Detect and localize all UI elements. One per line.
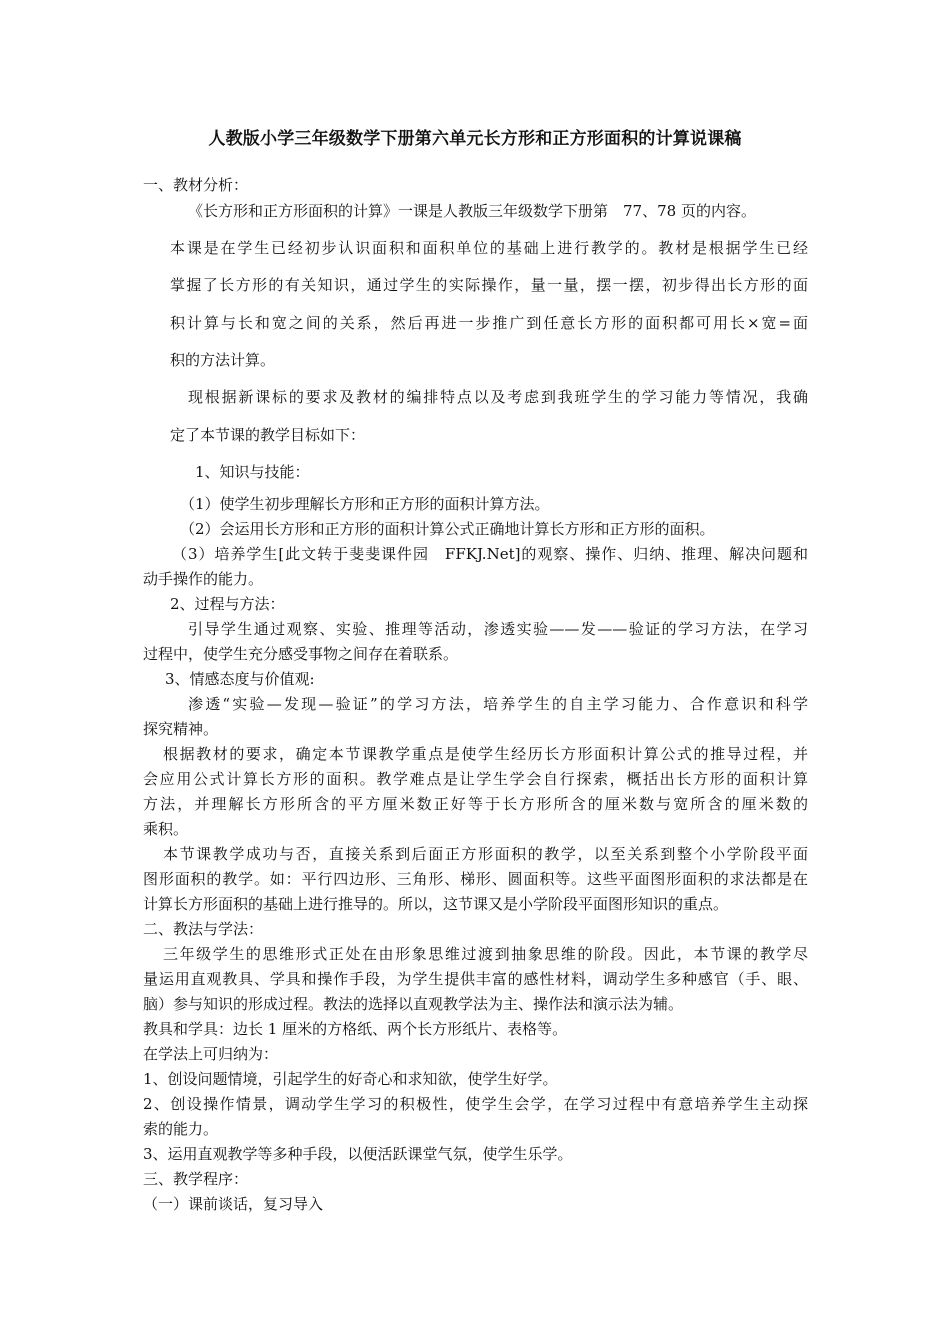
subheading: 1、知识与技能： [195, 463, 310, 481]
paragraph-line: 积计算与长和宽之间的关系，然后再进一步推广到任意长方形的面积都可用长×宽=面 [170, 314, 808, 332]
subheading: 2、过程与方法： [170, 595, 285, 613]
paragraph-line: 现根据新课标的要求及教材的编排特点以及考虑到我班学生的学习能力等情况，我确 [188, 388, 808, 406]
paragraph-line: 会应用公式计算长方形的面积。教学难点是让学生学会自行探索，概括出长方形的面积计算 [143, 770, 808, 788]
subheading: 3、情感态度与价值观: [165, 670, 315, 688]
section-heading-3: 三、教学程序： [143, 1170, 249, 1188]
subheading: （一）课前谈话，复习导入 [143, 1195, 324, 1213]
paragraph-line: 方法，并理解长方形所含的平方厘米数正好等于长方形所含的厘米数与宽所含的厘米数的 [143, 795, 808, 813]
paragraph-line: 脑）参与知识的形成过程。教法的选择以直观教学法为主、操作法和演示法为辅。 [143, 995, 684, 1013]
section-heading-2: 二、教法与学法： [143, 920, 264, 938]
list-item: 索的能力。 [143, 1120, 219, 1138]
paragraph-line: 在学法上可归纳为： [143, 1045, 279, 1063]
paragraph-line: 探究精神。 [143, 720, 219, 738]
list-item: （3）培养学生[此文转于斐斐课件园 FFKJ.Net]的观察、操作、归纳、推理、解决问题和 [172, 545, 808, 563]
paragraph-line: 量运用直观教具、学具和操作手段，为学生提供丰富的感性材料，调动学生多种感官（手、眼、 [143, 970, 808, 988]
list-item: 3、运用直观教学等多种手段，以便活跃课堂气氛，使学生乐学。 [143, 1145, 573, 1163]
paragraph-line: 教具和学具：边长 1 厘米的方格纸、两个长方形纸片、表格等。 [143, 1020, 568, 1038]
paragraph-line: 根据教材的要求，确定本节课教学重点是使学生经历长方形面积计算公式的推导过程，并 [163, 745, 808, 763]
section-heading-1: 一、教材分析： [143, 176, 249, 194]
paragraph-line: 《长方形和正方形面积的计算》一课是人教版三年级数学下册第 77、78 页的内容。 [188, 202, 756, 220]
paragraph-line: 积的方法计算。 [170, 351, 276, 369]
paragraph-line: 渗透“实验—发现—验证”的学习方法，培养学生的自主学习能力、合作意识和科学 [188, 695, 808, 713]
document-title: 人教版小学三年级数学下册第六单元长方形和正方形面积的计算说课稿 [208, 129, 742, 149]
paragraph-line: 掌握了长方形的有关知识，通过学生的实际操作，量一量，摆一摆，初步得出长方形的面 [170, 276, 808, 294]
paragraph-line: 过程中，使学生充分感受事物之间存在着联系。 [143, 645, 459, 663]
paragraph-line: 图形面积的教学。如：平行四边形、三角形、梯形、圆面积等。这些平面图形面积的求法都是在 [143, 870, 808, 888]
paragraph-line: 本节课教学成功与否，直接关系到后面正方形面积的教学，以至关系到整个小学阶段平面 [163, 845, 808, 863]
paragraph-line: 三年级学生的思维形式正处在由形象思维过渡到抽象思维的阶段。因此，本节课的教学尽 [163, 945, 808, 963]
paragraph-line: 动手操作的能力。 [143, 570, 264, 588]
paragraph-line: 计算长方形面积的基础上进行推导的。所以，这节课又是小学阶段平面图形知识的重点。 [143, 895, 729, 913]
paragraph-line: 乘积。 [143, 820, 189, 838]
list-item: （1）使学生初步理解长方形和正方形的面积计算方法。 [180, 495, 550, 513]
paragraph-line: 本课是在学生已经初步认识面积和面积单位的基础上进行教学的。教材是根据学生已经 [170, 239, 808, 257]
paragraph-line: 定了本节课的教学目标如下： [170, 426, 366, 444]
list-item: 1、创设问题情境，引起学生的好奇心和求知欲，使学生好学。 [143, 1070, 558, 1088]
list-item: （2）会运用长方形和正方形的面积计算公式正确地计算长方形和正方形的面积。 [180, 520, 715, 538]
list-item: 2、创设操作情景，调动学生学习的积极性，使学生会学，在学习过程中有意培养学生主动探 [143, 1095, 808, 1113]
paragraph-line: 引导学生通过观察、实验、推理等活动，渗透实验——发——验证的学习方法，在学习 [188, 620, 808, 638]
